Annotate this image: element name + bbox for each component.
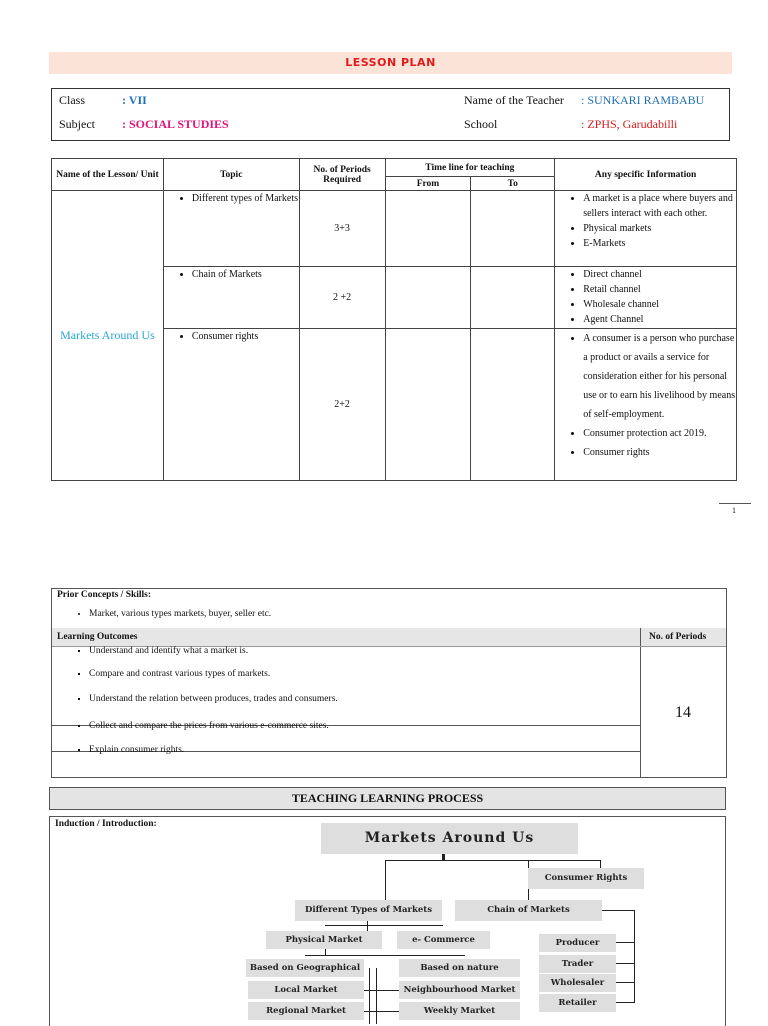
diagram-local: Local Market	[248, 981, 364, 999]
subject-label: Subject	[59, 117, 95, 131]
class-value: : VII	[122, 93, 147, 107]
connector	[600, 860, 601, 868]
diagram-chain: Chain of Markets	[455, 900, 602, 921]
info-item: • A consumer is a person who purchase a product or avails a service for consideration either for his personal use or to earn his livelihood by means of self-employment.	[583, 329, 736, 424]
subject-value: : SOCIAL STUDIES	[122, 117, 229, 131]
page-title: LESSON PLAN	[345, 56, 436, 69]
connector	[364, 1011, 376, 1012]
school-label: School	[464, 117, 498, 131]
outcomes-list	[61, 646, 338, 755]
header-to: To	[471, 177, 555, 191]
to-cell	[471, 191, 555, 267]
header-timeline: Time line for teaching	[385, 159, 555, 177]
class-label: Class	[59, 93, 86, 107]
periods-cell: 2+2	[299, 329, 385, 481]
outcome-item: ▪ Understand and identify what a market is.	[89, 646, 338, 656]
diagram-producer: Producer	[539, 934, 616, 952]
outcome-item: ▪ Compare and contrast various types of markets.	[89, 669, 338, 679]
info-item: • Direct channel	[583, 267, 736, 282]
connector	[305, 955, 465, 956]
periods-value: 14	[675, 704, 691, 721]
prior-item: • Market, various types markets, buyer, seller etc.	[89, 609, 271, 619]
periods-cell: 3+3	[299, 191, 385, 267]
teacher-label: Name of the Teacher	[464, 93, 564, 107]
info-item: • Agent Channel	[583, 312, 736, 327]
outcome-item: ▪ Explain consumer rights.	[89, 745, 338, 755]
diagram-physical: Physical Market	[266, 931, 382, 949]
lesson-table	[51, 158, 737, 481]
school-value: : ZPHS, Garudabilli	[581, 117, 678, 131]
connector	[634, 910, 635, 1003]
to-cell	[471, 267, 555, 329]
info-item: • Physical markets	[583, 221, 736, 236]
diagram-types: Different Types of Markets	[295, 900, 442, 921]
info-item: • E-Markets	[583, 236, 736, 251]
connector	[385, 860, 386, 900]
header-from: From	[385, 177, 471, 191]
info-item: • Consumer rights	[583, 443, 736, 462]
diagram-retailer: Retailer	[539, 994, 616, 1012]
connector	[616, 963, 634, 964]
outcomes-label: Learning Outcomes	[57, 632, 138, 642]
header-lesson: Name of the Lesson/ Unit	[52, 159, 164, 191]
header-info: Any specific Information	[555, 159, 737, 191]
outcome-item: ▪ Understand the relation between produces, trades and consumers.	[89, 694, 338, 704]
info-item: • A market is a place where buyers and sellers interact with each other.	[583, 191, 736, 221]
connector	[602, 910, 634, 911]
connector	[616, 982, 634, 983]
periods-label: No. of Periods	[649, 632, 707, 642]
periods-cell: 2 +2	[299, 267, 385, 329]
connector	[376, 968, 377, 1024]
diagram-ecommerce: e- Commerce	[397, 931, 490, 949]
connector	[385, 860, 601, 861]
topic-cell: • Different types of Markets	[192, 191, 299, 206]
diagram-weekly: Weekly Market	[399, 1002, 520, 1020]
title-band	[49, 52, 732, 74]
connector	[616, 942, 634, 943]
connector	[369, 968, 370, 1024]
diagram-regional: Regional Market	[248, 1002, 364, 1020]
connector	[364, 990, 376, 991]
diagram-consumer-rights: Consumer Rights	[528, 868, 644, 889]
connector	[376, 1011, 399, 1012]
topic-cell: • Chain of Markets	[192, 267, 299, 282]
prior-list	[61, 609, 271, 619]
from-cell	[385, 191, 471, 267]
induction-label: Induction / Introduction:	[55, 819, 157, 829]
info-item: • Consumer protection act 2019.	[583, 424, 736, 443]
diagram-trader: Trader	[539, 955, 616, 973]
outcomes-header-band	[52, 628, 726, 646]
prior-label: Prior Concepts / Skills:	[57, 590, 152, 600]
info-box	[51, 88, 730, 141]
diagram-root: Markets Around Us	[321, 823, 578, 854]
tlp-heading: TEACHING LEARNING PROCESS	[49, 787, 726, 810]
from-cell	[385, 329, 471, 481]
diagram-nature: Based on nature	[399, 959, 520, 977]
info-item: • Wholesale channel	[583, 297, 736, 312]
column-divider	[640, 628, 641, 778]
info-item: • Retail channel	[583, 282, 736, 297]
connector	[325, 925, 443, 926]
diagram-wholesaler: Wholesaler	[539, 974, 616, 992]
header-periods: No. of Periods Required	[299, 159, 385, 191]
connector	[376, 990, 399, 991]
table-row	[52, 191, 737, 267]
to-cell	[471, 329, 555, 481]
page-number: 1	[732, 506, 736, 515]
diagram-neighbourhood: Neighbourhood Market	[399, 981, 520, 999]
teacher-value: : SUNKARI RAMBABU	[581, 93, 705, 107]
diagram-geo: Based on Geographical	[246, 959, 364, 977]
from-cell	[385, 267, 471, 329]
header-topic: Topic	[163, 159, 299, 191]
topic-cell: • Consumer rights	[192, 329, 299, 344]
connector	[616, 1002, 634, 1003]
outcome-item: ▪ Collect and compare the prices from various e-commerce sites.	[89, 721, 338, 731]
connector	[367, 921, 368, 931]
footer-rule	[719, 503, 751, 504]
unit-name: Markets Around Us	[52, 191, 164, 481]
